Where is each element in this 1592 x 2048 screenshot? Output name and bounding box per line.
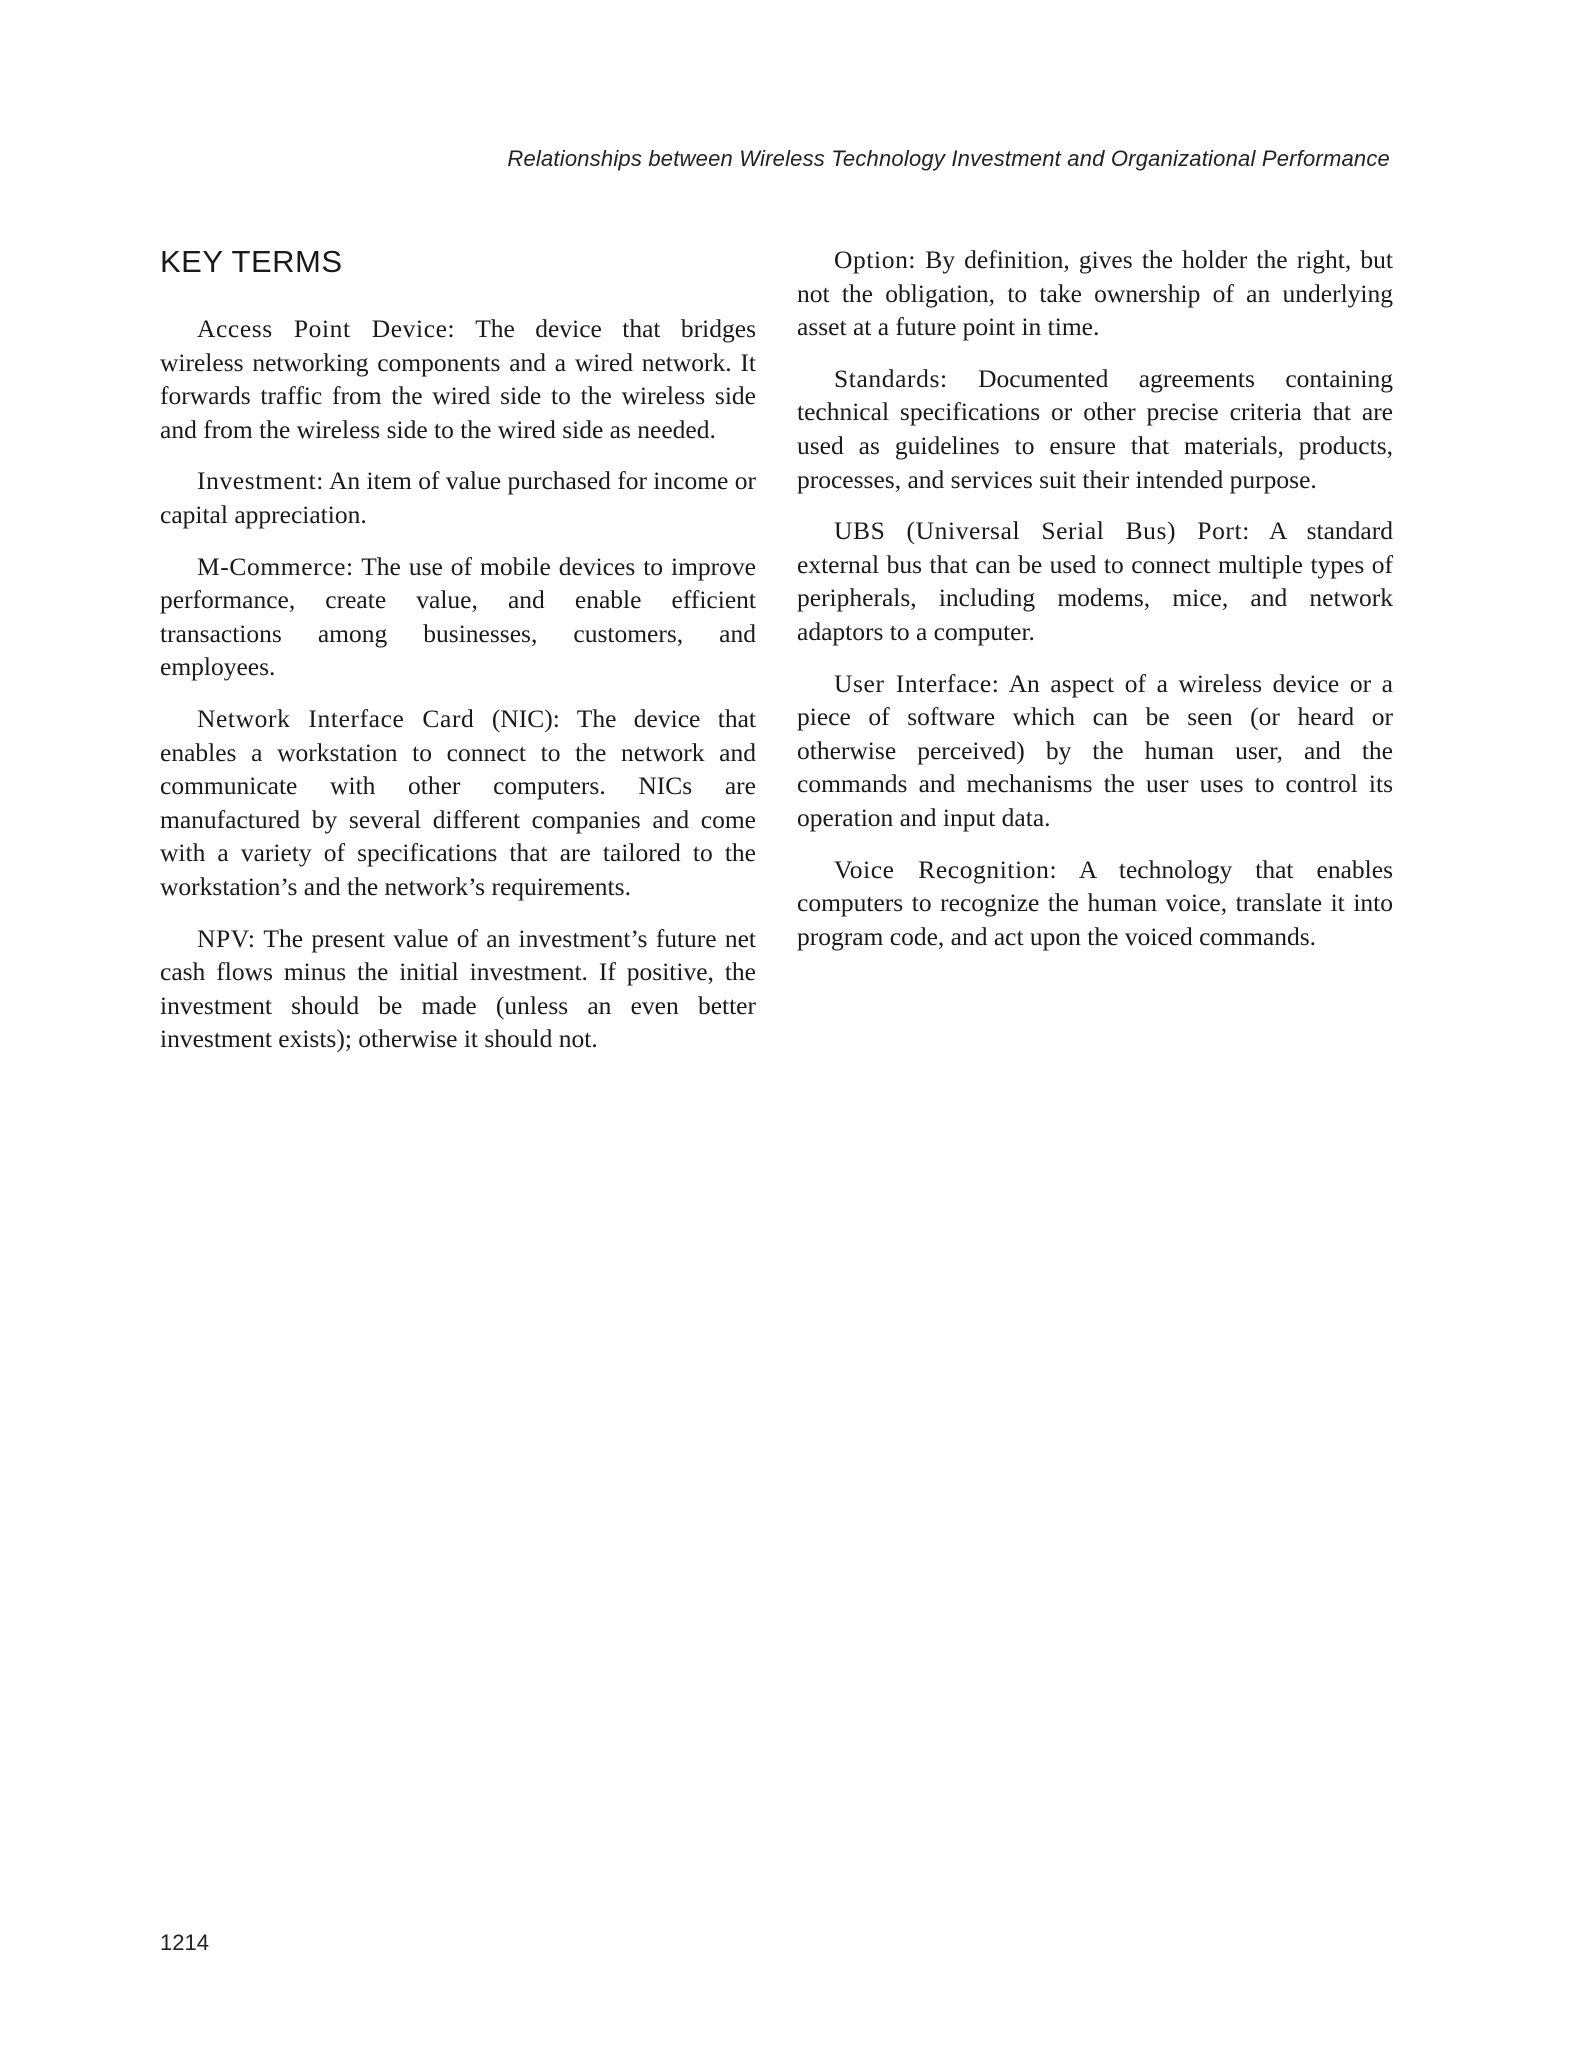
term-entry-investment [160, 464, 756, 531]
section-heading: KEY TERMS [160, 244, 343, 279]
right-column [797, 243, 1393, 971]
term-entry-voice-recognition [797, 853, 1393, 954]
term-definition: A standard external bus that can be used to connect multiple types of peripherals, including modems, mice, and network adaptors to a computer. [797, 516, 1393, 646]
term-name: M-Commerce: [197, 551, 354, 581]
term-name: Standards: [834, 363, 948, 393]
running-header: Relationships between Wireless Technology Investment and Organizational Performance [507, 146, 1390, 171]
term-name: User Interface: [834, 668, 1000, 698]
term-definition: By definition, gives the holder the right, but not the obligation, to take ownership of an underlying asset at a future point in time. [797, 245, 1393, 342]
term-name: Network Interface Card [197, 703, 475, 733]
page-number: 1214 [160, 1930, 209, 1955]
term-name: Voice Recognition: [834, 854, 1058, 884]
term-entry-m-commerce [160, 550, 756, 684]
term-entry-option [797, 243, 1393, 344]
term-entry-network-interface-card [160, 702, 756, 904]
term-definition: An aspect of a wireless device or a piece of software which can be seen (or heard or otherwise perceived) by the human user, and the commands and mechanisms the user uses to control its operation and input data. [797, 668, 1393, 832]
term-name: Investment: [197, 466, 324, 496]
term-definition: (NIC): The device that enables a workstation to connect to the network and communicate with other computers. NICs are manufactured by several different companies and come with a variety of specifications that are tailored to the workstation’s and the network’s requirements. [160, 703, 756, 901]
term-name: Option: [834, 245, 917, 274]
term-definition: The present value of an investment’s future net cash flows minus the initial investment. If positive, the investment should be made (unless an even better investment exists); otherwise it should not. [160, 923, 756, 1054]
term-entry-user-interface [797, 667, 1393, 835]
term-entry-npv [160, 922, 756, 1056]
term-definition: A technology that enables computers to recognize the human voice, translate it into program code, and act upon the voiced commands. [797, 854, 1393, 951]
term-definition: The device that bridges wireless networking components and a wired network. It forwards traffic from the wired side to the wireless side and from the wireless side to the wired side as needed. [160, 314, 757, 444]
term-name: UBS (Universal Serial Bus) Port: [834, 516, 1250, 546]
term-entry-standards [797, 362, 1393, 496]
term-definition: An item of value purchased for income or capital appreciation. [160, 466, 756, 529]
term-name: NPV: [197, 923, 256, 953]
term-entry-access-point-device [160, 312, 756, 446]
term-definition: Documented agreements containing technical specifications or other precise criteria that are used as guidelines to ensure that materials, products, processes, and services suit their intended purpose. [797, 363, 1393, 494]
term-name: Access Point Device: [197, 314, 456, 343]
term-entry-ubs-port [797, 514, 1393, 648]
left-column [160, 240, 756, 1074]
term-definition: The use of mobile devices to improve performance, create value, and enable efficient transactions among businesses, customers, and employees. [160, 551, 756, 682]
